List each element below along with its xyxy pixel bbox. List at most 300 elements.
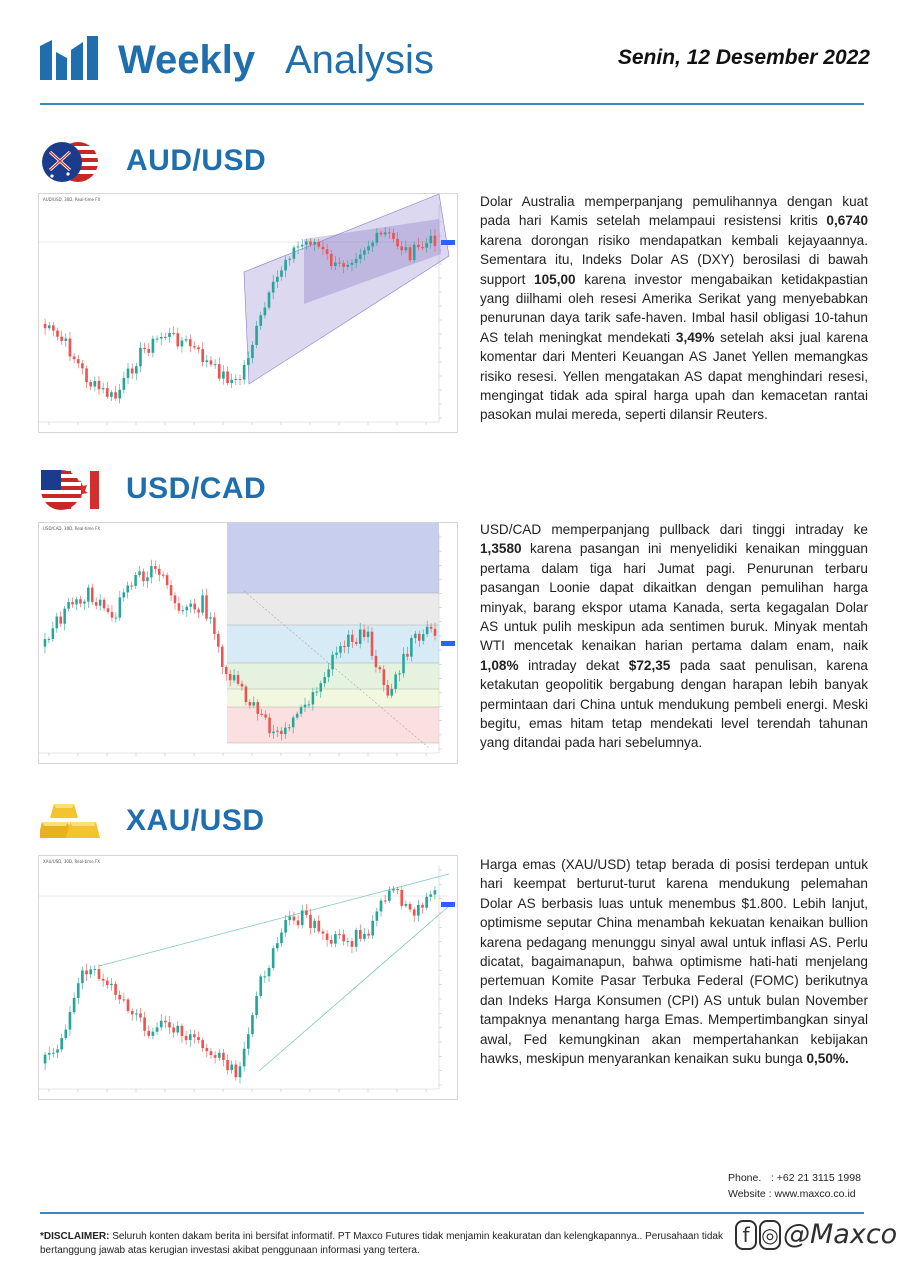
- candle-body: [143, 348, 146, 349]
- candle-body: [409, 904, 412, 909]
- candle-body: [156, 339, 159, 340]
- social-handle-text: @Maxco: [783, 1219, 898, 1250]
- contact-info: [728, 1170, 861, 1202]
- candle-body: [326, 934, 329, 940]
- candle-body: [384, 232, 387, 234]
- candle-body: [422, 634, 425, 641]
- candle-body: [434, 236, 437, 246]
- candle-body: [288, 727, 291, 728]
- candle-body: [308, 704, 311, 705]
- candle-body: [288, 259, 291, 260]
- candle-body: [170, 585, 173, 595]
- candle-body: [162, 575, 165, 576]
- candle-body: [147, 349, 150, 353]
- candle-body: [347, 941, 350, 942]
- candle-body: [123, 592, 126, 597]
- candle-body: [60, 1038, 63, 1049]
- highlighted-value: 0,6740: [826, 213, 868, 229]
- candle-body: [139, 348, 142, 366]
- paragraph-text: karena investor mengabaikan ketidakpastian yang diilhami oleh resesi Amerika Serikat yang menyebabkan penurunan daya tarik safe-haven. Imbal hasil obligasi 10-tahun AS telah meningkat mendekati: [480, 271, 868, 345]
- phone-row: [728, 1170, 861, 1186]
- candle-body: [197, 1037, 200, 1040]
- candle-body: [94, 381, 97, 387]
- candle-body: [48, 325, 51, 328]
- candle-body: [56, 617, 59, 629]
- candle-body: [201, 1040, 204, 1048]
- candle-body: [297, 247, 300, 248]
- candle-body: [296, 714, 299, 718]
- candle-body: [316, 692, 319, 693]
- candle-body: [338, 263, 341, 264]
- paragraph-text: pada saat penulisan, karena ketakutan geopolitik bergabung dengan harapan lebih banyak permintaan dari China untuk mendukung pembeli energi. Meski begitu, emas hitam tetap mendekati level terendah tahunan yang ditandai pada hari sebelumnya.: [480, 657, 868, 751]
- page-title-bold: Weekly: [118, 38, 256, 82]
- candle-body: [293, 247, 296, 258]
- aud-usd-chart: [38, 193, 458, 433]
- candle-body: [52, 325, 55, 330]
- usa-canada-flags-icon: [40, 468, 102, 512]
- candle-body: [247, 1034, 250, 1049]
- xau-usd-chart: [38, 855, 458, 1100]
- candle-body: [396, 239, 399, 246]
- candle-body: [64, 1030, 67, 1038]
- candle-body: [186, 607, 189, 610]
- candle-body: [323, 677, 326, 683]
- candle-body: [81, 970, 84, 983]
- candle-body: [118, 995, 121, 1000]
- candle-body: [83, 602, 86, 604]
- candle-body: [313, 921, 316, 928]
- candle-body: [218, 364, 221, 378]
- candle-body: [217, 634, 220, 647]
- candle-body: [152, 1032, 155, 1036]
- candle-body: [268, 718, 271, 734]
- candle-body: [69, 339, 72, 357]
- candle-body: [89, 969, 92, 974]
- candle-body: [243, 1049, 246, 1067]
- candle-body: [60, 337, 63, 341]
- candle-body: [255, 326, 258, 345]
- candle-body: [417, 245, 420, 247]
- candle-body: [292, 718, 295, 728]
- phone-number: : +62 21 3115 1998: [770, 1172, 861, 1184]
- candle-body: [67, 602, 70, 609]
- candle-body: [111, 612, 114, 618]
- candle-body: [134, 575, 137, 586]
- fibonacci-zone: [227, 593, 439, 625]
- website-label: Website: [728, 1188, 766, 1200]
- candle-body: [243, 365, 246, 380]
- candle-body: [210, 360, 213, 364]
- fibonacci-zone: [227, 523, 439, 593]
- candle-body: [264, 714, 267, 717]
- candle-body: [245, 687, 248, 702]
- candle-body: [304, 705, 307, 708]
- candle-body: [347, 265, 350, 267]
- candle-body: [64, 339, 67, 341]
- candle-body: [405, 904, 408, 906]
- candle-body: [371, 921, 374, 936]
- highlighted-value: 105,00: [534, 271, 576, 287]
- candle-body: [205, 360, 208, 362]
- candle-body: [135, 1013, 138, 1014]
- candle-body: [239, 1066, 242, 1077]
- candle-body: [247, 358, 250, 365]
- candle-body: [392, 233, 395, 239]
- candle-body: [131, 369, 134, 374]
- candle-body: [425, 897, 428, 908]
- candle-body: [249, 702, 252, 706]
- candle-body: [77, 359, 80, 363]
- candle-body: [226, 371, 229, 383]
- candle-body: [201, 595, 204, 612]
- candle-body: [380, 233, 383, 235]
- candle-body: [430, 627, 433, 629]
- candlestick-chart-aud-usd: [39, 194, 457, 432]
- candle-body: [251, 345, 254, 358]
- candle-body: [309, 915, 312, 928]
- candle-body: [156, 1027, 159, 1031]
- candle-body: [164, 337, 167, 338]
- candle-body: [87, 588, 90, 602]
- candle-body: [138, 571, 141, 575]
- candle-body: [193, 1034, 196, 1037]
- candle-body: [317, 242, 320, 247]
- candle-body: [293, 917, 296, 921]
- header-divider: [40, 103, 864, 105]
- candle-body: [174, 595, 177, 603]
- candle-body: [363, 630, 366, 638]
- candle-body: [106, 388, 109, 397]
- candle-body: [185, 339, 188, 340]
- candle-body: [251, 1015, 254, 1034]
- candlestick-chart-xau-usd: [39, 856, 457, 1099]
- candle-body: [73, 356, 76, 359]
- candle-body: [181, 1026, 184, 1036]
- candle-body: [225, 667, 228, 674]
- candle-body: [110, 984, 113, 985]
- analysis-paragraph-usd-cad: [480, 520, 868, 753]
- candle-body: [59, 617, 62, 624]
- paragraph-text: Harga emas (XAU/USD) tetap berada di posisi terdepan untuk hari keempat berturut-turut karena mendukung pelemahan Dolar AS berbasis luas untuk menembus $1.800. Lebih lanjut, optimisme seputar China menambah kekuatan kenaikan bullion karena pedagang menunggu sinyal awal untuk inflasi AS. Perlu dicatat, bagaimanapun, bahwa optimisme hati-hati menjelang pertemuan Komite Pasar Terbuka Federal (FOMC) berikutnya dan Indeks Harga Konsumen (CPI) AS untuk bulan November tampaknya menantang harga Emas. Mempertimbangkan sinyal awal, Fed kemungkinan akan mempertahankan kebijakan hawks, meskipun menyarankan kenaikan suku bunga: [480, 857, 868, 1067]
- candle-body: [343, 646, 346, 647]
- disclaimer-text: Seluruh konten dakam berita ini bersifat informatif. PT Maxco Futures tidak menjamin keakuratan dan kelengkapannya.. Perusahaan tidak bertanggung jawab atas kerugian investasi akibat penggunaan informasi yang tertera.: [40, 1231, 723, 1256]
- candle-body: [359, 630, 362, 644]
- candle-body: [71, 602, 74, 604]
- candle-body: [52, 1053, 55, 1054]
- candle-body: [351, 263, 354, 265]
- candle-body: [176, 333, 179, 346]
- usd-cad-chart: [38, 522, 458, 764]
- candle-body: [363, 934, 366, 939]
- candle-body: [280, 270, 283, 276]
- candle-body: [147, 1031, 150, 1036]
- candle-body: [417, 905, 420, 916]
- highlighted-value: 1,3580: [480, 541, 522, 557]
- candle-body: [363, 250, 366, 254]
- candlestick-chart-usd-cad: [39, 523, 457, 763]
- candle-body: [230, 1065, 233, 1071]
- candle-body: [355, 642, 358, 644]
- candle-body: [322, 931, 325, 933]
- candle-body: [253, 702, 256, 705]
- candle-body: [209, 617, 212, 618]
- analysis-paragraph-aud-usd: [480, 192, 868, 425]
- facebook-icon[interactable]: f: [735, 1220, 757, 1250]
- candle-body: [276, 943, 279, 948]
- candle-body: [89, 382, 92, 386]
- candle-body: [123, 378, 126, 390]
- candle-body: [181, 341, 184, 347]
- candle-body: [384, 901, 387, 902]
- candle-body: [222, 1053, 225, 1060]
- candle-body: [409, 247, 412, 260]
- chart-caption: AUD/USD, 30D, Real-time FX: [43, 197, 101, 202]
- candle-body: [309, 241, 312, 244]
- candle-body: [99, 600, 102, 606]
- candle-body: [379, 667, 382, 669]
- candle-body: [56, 1049, 59, 1052]
- candle-body: [44, 324, 47, 328]
- candle-body: [300, 707, 303, 714]
- candle-body: [305, 241, 308, 244]
- candle-body: [367, 934, 370, 936]
- candle-body: [376, 911, 379, 920]
- candle-body: [413, 909, 416, 915]
- candle-body: [197, 609, 200, 612]
- candle-body: [351, 941, 354, 947]
- candle-body: [394, 674, 397, 689]
- candle-body: [185, 1036, 188, 1040]
- candle-body: [91, 588, 94, 602]
- candle-body: [301, 245, 304, 247]
- candle-body: [280, 933, 283, 944]
- candle-body: [103, 600, 106, 609]
- candle-body: [305, 910, 308, 914]
- candle-body: [421, 247, 424, 248]
- candle-body: [313, 242, 316, 245]
- candle-body: [386, 685, 389, 696]
- candle-body: [327, 669, 330, 677]
- price-marker: [441, 240, 455, 245]
- social-handle: [735, 1218, 900, 1254]
- candle-body: [268, 968, 271, 976]
- candle-body: [106, 981, 109, 985]
- candle-body: [168, 1022, 171, 1027]
- candle-body: [375, 656, 378, 667]
- candle-body: [284, 260, 287, 271]
- candle-body: [79, 599, 82, 603]
- candle-body: [81, 363, 84, 368]
- candle-body: [400, 246, 403, 250]
- candle-body: [371, 632, 374, 656]
- candle-body: [330, 254, 333, 266]
- candle-body: [268, 292, 271, 307]
- candle-body: [317, 921, 320, 932]
- candle-body: [410, 638, 413, 657]
- candle-body: [172, 333, 175, 334]
- candle-body: [297, 920, 300, 925]
- candle-body: [326, 249, 329, 254]
- candle-body: [230, 380, 233, 383]
- candle-body: [259, 315, 262, 326]
- wedge-lower-line: [259, 906, 449, 1071]
- candle-body: [284, 920, 287, 932]
- paragraph-text: intraday dekat: [518, 657, 629, 673]
- highlighted-value: 3,49%: [675, 329, 715, 345]
- candle-body: [398, 673, 401, 674]
- candle-body: [193, 346, 196, 347]
- website-url[interactable]: : www.maxco.co.id: [768, 1188, 856, 1200]
- candle-body: [342, 263, 345, 267]
- candle-body: [214, 1055, 217, 1058]
- candle-body: [426, 627, 429, 634]
- chart-caption: XAU/USD, 30D, Real-time FX: [43, 859, 100, 864]
- gold-bars-icon: [40, 800, 102, 844]
- candle-body: [288, 917, 291, 921]
- candle-body: [75, 599, 78, 604]
- candle-body: [63, 609, 66, 624]
- phone-label: Phone.: [728, 1172, 762, 1184]
- candle-body: [434, 890, 437, 894]
- paragraph-text: Dolar Australia memperpanjang pemulihannya dengan kuat pada hari Kamis setelah melampaui resistensi kritis: [480, 194, 868, 229]
- candle-body: [264, 308, 267, 316]
- candle-body: [359, 255, 362, 259]
- paragraph-text: setelah aksi jual karena komentar dari Menteri Keuangan AS Janet Yellen memangkas risiko resesi. Yellen mengatakan AS dapat menghindari resesi, mengingat tidak ada spiral harga upah dan kemacetan rantai pasokan mulai mereda, seperti dilansir Reuters.: [480, 329, 869, 423]
- australia-usa-flags-icon: [40, 140, 102, 184]
- candle-body: [359, 930, 362, 939]
- candle-body: [201, 349, 204, 362]
- instagram-icon[interactable]: ◎: [759, 1220, 781, 1250]
- candle-body: [380, 901, 383, 912]
- candle-body: [114, 392, 117, 398]
- candle-body: [272, 282, 275, 293]
- candle-body: [413, 245, 416, 260]
- paragraph-text: karena pasangan ini menyelidiki kenaikan mingguan pertama dalam tiga hari Jumat pagi. Penurunan terbaru pasangan Loonie dapat dikaitkan dengan pemulihan harga minyak, barang ekspor utama Kanada, serta kegagalan Dolar AS untuk pulih meskipun ada sentimen buruk. Minyak mentah WTI mencetak kenaikan harian pertama dalam enam, naik: [480, 541, 868, 654]
- candle-body: [178, 603, 181, 610]
- candle-body: [150, 566, 153, 577]
- paragraph-text: USD/CAD memperpanjang pullback dari tinggi intraday ke: [480, 522, 868, 537]
- candle-body: [256, 702, 259, 714]
- candle-body: [272, 948, 275, 968]
- candle-body: [280, 731, 283, 734]
- candle-body: [115, 618, 118, 619]
- price-marker: [441, 902, 455, 907]
- candle-body: [102, 979, 105, 981]
- pair-title: USD/CAD: [126, 472, 267, 505]
- candle-body: [322, 247, 325, 250]
- candle-body: [347, 635, 350, 647]
- candle-body: [331, 655, 334, 670]
- candle-body: [189, 1034, 192, 1040]
- candle-body: [152, 339, 155, 353]
- candle-body: [146, 577, 149, 581]
- pair-title: XAU/USD: [126, 804, 265, 837]
- candle-body: [301, 910, 304, 925]
- candle-body: [114, 984, 117, 995]
- candle-body: [330, 940, 333, 944]
- candle-body: [229, 674, 232, 680]
- candle-body: [44, 639, 47, 647]
- pair-title: AUD/USD: [126, 144, 267, 177]
- chart-caption: USD/CAD, 30D, Real-time FX: [43, 526, 101, 531]
- candle-body: [94, 969, 97, 970]
- candle-body: [126, 586, 129, 593]
- candle-body: [193, 604, 196, 610]
- paragraph-text: karena dorongan risiko mendapatkan kembali kejayaannya. Sementara itu, Indeks Dolar AS (DXY) berosilasi di bawah support: [480, 232, 868, 287]
- candle-body: [139, 1013, 142, 1017]
- candle-body: [160, 1021, 163, 1028]
- candle-body: [334, 263, 337, 267]
- candle-body: [142, 571, 145, 581]
- candle-body: [355, 259, 358, 263]
- maxco-logo-icon: [40, 36, 98, 80]
- disclaimer-label: *DISCLAIMER:: [40, 1231, 110, 1242]
- candle-body: [176, 1026, 179, 1033]
- candle-body: [355, 930, 358, 947]
- candle-body: [119, 597, 122, 617]
- candle-body: [205, 595, 208, 618]
- highlighted-value: $72,35: [628, 657, 671, 673]
- candle-body: [130, 586, 133, 587]
- candle-body: [85, 368, 88, 382]
- candle-body: [388, 891, 391, 901]
- candle-body: [429, 236, 432, 243]
- candle-body: [98, 381, 101, 389]
- candle-body: [241, 684, 244, 687]
- candle-body: [189, 339, 192, 346]
- candle-body: [392, 889, 395, 890]
- highlighted-value: 0,50%.: [806, 1051, 849, 1067]
- candle-body: [98, 969, 101, 979]
- candle-body: [158, 569, 161, 575]
- candle-body: [189, 604, 192, 607]
- candle-body: [418, 634, 421, 641]
- candle-body: [160, 337, 163, 339]
- candle-body: [218, 1053, 221, 1058]
- candle-body: [235, 1065, 238, 1078]
- candle-body: [52, 628, 55, 639]
- candle-body: [264, 976, 267, 977]
- candle-body: [48, 639, 51, 640]
- candle-body: [205, 1048, 208, 1051]
- candle-body: [351, 635, 354, 642]
- candle-body: [320, 683, 323, 691]
- candle-body: [390, 689, 393, 696]
- candle-body: [367, 246, 370, 250]
- website-row: [728, 1186, 861, 1202]
- candle-body: [367, 632, 370, 637]
- candle-body: [44, 1055, 47, 1064]
- report-date: Senin, 12 Desember 2022: [617, 46, 870, 69]
- candle-body: [388, 232, 391, 233]
- candle-body: [376, 233, 379, 243]
- candle-body: [226, 1060, 229, 1070]
- candle-body: [135, 366, 138, 373]
- candle-body: [221, 647, 224, 667]
- candle-body: [118, 390, 121, 399]
- candle-body: [414, 634, 417, 638]
- page-header: [40, 30, 870, 90]
- candle-body: [406, 654, 409, 657]
- candle-body: [402, 654, 405, 673]
- candle-body: [421, 905, 424, 908]
- candle-body: [334, 934, 337, 943]
- candle-body: [95, 602, 98, 606]
- candle-body: [276, 277, 279, 282]
- candle-body: [396, 889, 399, 890]
- candle-body: [110, 392, 113, 397]
- candle-body: [237, 675, 240, 684]
